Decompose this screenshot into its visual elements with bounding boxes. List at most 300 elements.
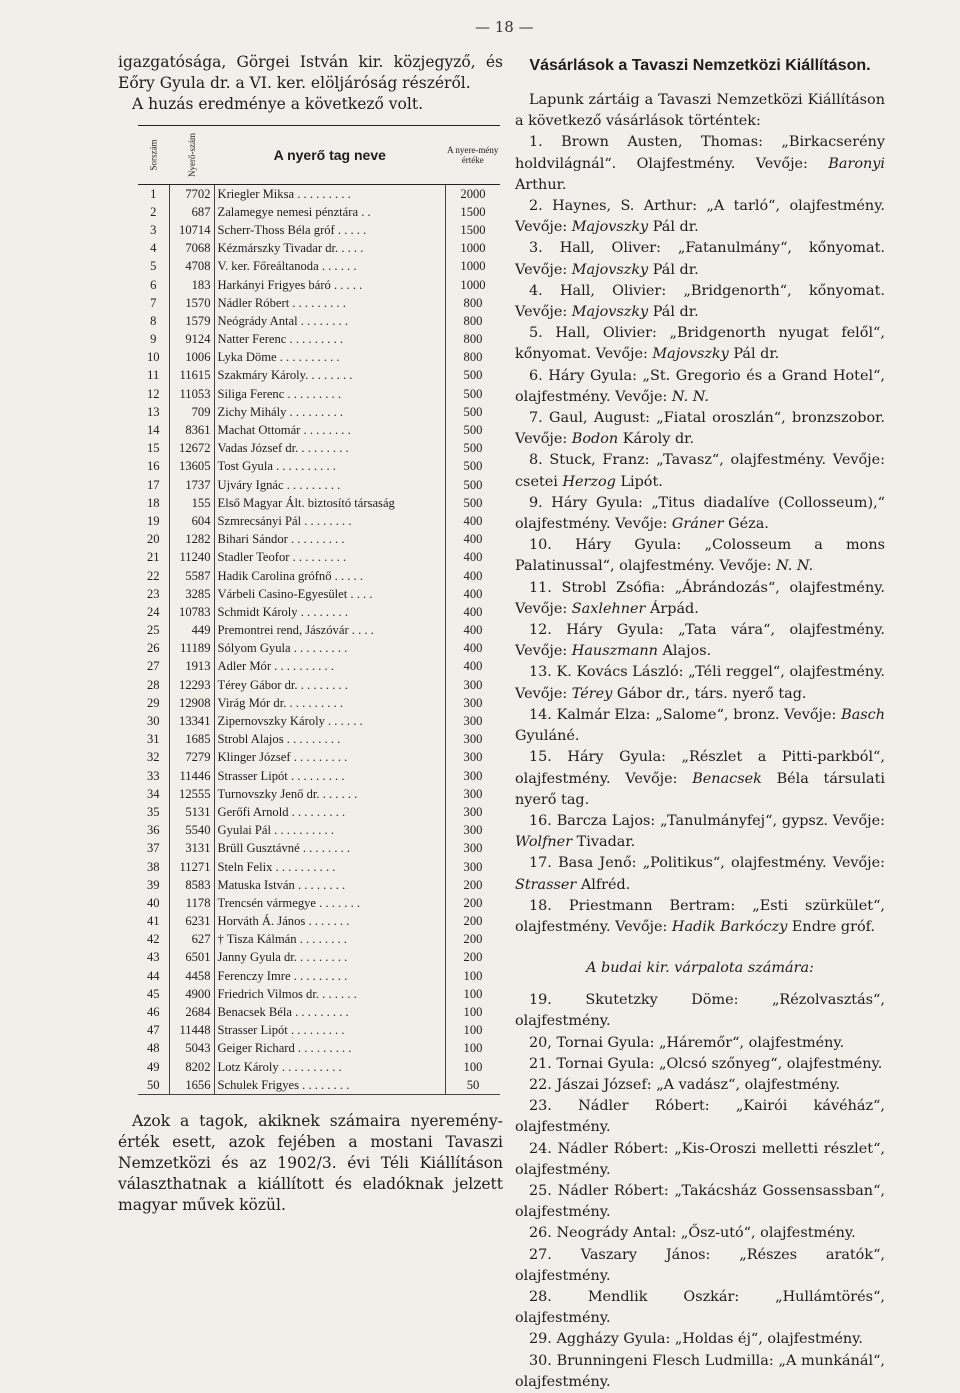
row-prize-value: 500 [463,459,483,474]
row-winning-number: 12908 [169,694,214,712]
row-prize-value: 500 [463,386,483,401]
row-prize-value: 300 [463,768,483,783]
purchase-item [515,408,885,450]
palace-item: 22. Jászai József: „A vadász“, olajfestmény. [529,1076,841,1093]
row-serial: 27 [138,658,169,676]
row-serial: 21 [138,549,169,567]
purchase-rest: Alfréd. [580,876,631,893]
row-winning-number: 11240 [169,549,214,567]
purchase-rest: Árpád. [649,600,699,617]
table-row [138,858,500,876]
row-prize-value: 400 [463,513,483,528]
row-prize-value: 1000 [460,241,486,256]
row-serial: 48 [138,1040,169,1058]
row-serial: 2 [138,203,169,221]
purchase-text: 14. Kalmár Elza: „Salome“, bronz. Vevője: [529,706,837,723]
row-winning-number: 1282 [169,531,214,549]
right-column [515,55,885,1393]
table-row [138,840,500,858]
table-row [138,440,500,458]
purchase-rest: Arthur. [515,176,567,193]
row-prize-value: 400 [463,586,483,601]
row-winner-name: Vadas József dr. . . . . . . . . [214,440,446,458]
row-winner-name: Nádler Róbert . . . . . . . . . [214,294,446,312]
row-winning-number: 5587 [169,567,214,585]
row-winning-number: 11053 [169,385,214,403]
table-row [138,676,500,694]
table-row [138,785,500,803]
table-row [138,349,500,367]
row-winner-name: V. ker. Főreáltanoda . . . . . . [214,258,446,276]
closing-paragraph: Azok a tagok, akiknek számaira nyeremény-érték esett, azok fejében a mostani Tavaszi Nemzetközi és az 1902/3. évi Téli Kiállításon választhatnak a kiállított és eladóknak jelzett magyar művek közül. [118,1112,503,1215]
row-winning-number: 1913 [169,658,214,676]
palace-item: 30. Brunningeni Flesch Ludmilla: „A munkánál“, olajfestmény. [515,1352,885,1390]
row-winning-number: 13605 [169,458,214,476]
purchase-text: 9. Háry Gyula: „Titus diadalíve (Collosseum),“ olajfestmény. Vevője: [515,494,885,533]
row-winner-name: Benacsek Béla . . . . . . . . . [214,1003,446,1021]
row-prize-value: 200 [463,895,483,910]
intro-paragraph: igazgatósága, Görgei István kir. közjegyző, és Eőry Gyula dr. a VI. ker. elöljáróság részéről. [118,53,503,92]
table-row [138,894,500,912]
row-winner-name: Kézmárszky Tivadar dr. . . . . [214,240,446,258]
row-winner-name: Siliga Ferenc . . . . . . . . . [214,385,446,403]
row-prize-value: 100 [463,1059,483,1074]
row-winner-name: Neógrády Antal . . . . . . . . [214,312,446,330]
row-winning-number: 6231 [169,913,214,931]
table-row [138,1003,500,1021]
purchase-text: 2. Haynes, S. Arthur: „A tarló“, olajfestmény. Vevője: [515,198,885,236]
buyer-name: Majovszky [571,219,649,236]
row-serial: 13 [138,403,169,421]
row-prize-value: 300 [463,859,483,874]
row-winner-name: Trencsén vármegye . . . . . . . [214,894,446,912]
row-winner-name: Adler Mór . . . . . . . . . . [214,658,446,676]
row-serial: 6 [138,276,169,294]
purchase-rest: Gyuláné. [515,728,580,745]
row-winning-number: 8583 [169,876,214,894]
row-winning-number: 11448 [169,1022,214,1040]
buyer-name: Gráner [671,516,724,533]
row-serial: 5 [138,258,169,276]
row-winner-name: Turnovszky Jenő dr. . . . . . . [214,785,446,803]
row-prize-value: 800 [463,295,483,310]
row-prize-value: 100 [463,968,483,983]
table-row [138,258,500,276]
row-winning-number: 7068 [169,240,214,258]
palace-item: 23. Nádler Róbert: „Kairói kávéház“, olajfestmény. [515,1098,885,1136]
table-row [138,1076,500,1095]
table-row [138,1058,500,1076]
table-row [138,985,500,1003]
row-prize-value: 300 [463,786,483,801]
row-winner-name: Premontrei rend, Jászóvár . . . . [214,622,446,640]
buyer-name: Strasser [515,876,577,893]
row-prize-value: 200 [463,932,483,947]
buyer-name: Basch [841,706,885,723]
row-serial: 14 [138,421,169,439]
row-winner-name: Strasser Lipót . . . . . . . . . [214,1022,446,1040]
table-row [138,1040,500,1058]
table-row [138,1022,500,1040]
row-winning-number: 5540 [169,822,214,840]
purchase-rest: Pál dr. [733,346,780,363]
row-winning-number: 12293 [169,676,214,694]
row-winner-name: Steln Felix . . . . . . . . . . [214,858,446,876]
buyer-name: Térey [571,685,613,702]
row-prize-value: 400 [463,604,483,619]
row-winning-number: 1178 [169,894,214,912]
row-serial: 7 [138,294,169,312]
row-prize-value: 500 [463,368,483,383]
row-winning-number: 5043 [169,1040,214,1058]
row-prize-value: 300 [463,804,483,819]
row-prize-value: 800 [463,350,483,365]
row-winning-number: 11446 [169,767,214,785]
table-row [138,876,500,894]
row-winner-name: Szakmáry Károly. . . . . . . . [214,367,446,385]
row-serial: 26 [138,640,169,658]
row-serial: 42 [138,931,169,949]
row-winning-number: 1006 [169,349,214,367]
palace-item: 19. Skutetzky Döme: „Rézolvasztás“, olajfestmény. [515,992,885,1030]
row-winning-number: 4900 [169,985,214,1003]
row-prize-value: 200 [463,877,483,892]
row-serial: 18 [138,494,169,512]
row-winning-number: 12672 [169,440,214,458]
purchase-item [515,196,885,238]
row-winner-name: Térey Gábor dr. . . . . . . . . [214,676,446,694]
buyer-name: Hadik Barkóczy [671,918,788,935]
table-row [138,567,500,585]
row-prize-value: 300 [463,695,483,710]
purchase-rest: Pál dr. [652,219,699,236]
table-row [138,585,500,603]
table-row [138,803,500,821]
palace-item: 26. Neogrády Antal: „Ősz-utó“, olajfestmény. [529,1225,856,1242]
row-winner-name: Klinger József . . . . . . . . . [214,749,446,767]
row-serial: 16 [138,458,169,476]
row-serial: 50 [138,1076,169,1095]
purchase-rest: Géza. [728,516,769,533]
row-prize-value: 500 [463,495,483,510]
row-prize-value: 300 [463,841,483,856]
row-serial: 19 [138,512,169,530]
table-row [138,731,500,749]
buyer-name: Baronyi [828,155,885,172]
row-winner-name: Zalamegye nemesi pénztára . . [214,203,446,221]
row-serial: 36 [138,822,169,840]
table-header-row [138,126,500,185]
table-row [138,622,500,640]
row-serial: 37 [138,840,169,858]
row-serial: 43 [138,949,169,967]
row-serial: 20 [138,531,169,549]
purchase-item [515,705,885,747]
row-serial: 10 [138,349,169,367]
row-winner-name: Gerőfi Arnold . . . . . . . . . [214,803,446,821]
table-row [138,476,500,494]
table-row [138,822,500,840]
row-winner-name: Ferenczy Imre . . . . . . . . . [214,967,446,985]
table-row [138,767,500,785]
purchase-rest: Pál dr. [652,304,699,321]
row-serial: 23 [138,585,169,603]
purchase-text: 1. Brown Austen, Thomas: „Birkacserény holdvilágnál“. Olajfestmény. Vevője: [515,134,885,172]
row-prize-value: 300 [463,823,483,838]
row-serial: 8 [138,312,169,330]
row-prize-value: 400 [463,623,483,638]
row-winner-name: Szmrecsányi Pál . . . . . . . . [214,512,446,530]
row-prize-value: 400 [463,550,483,565]
purchase-rest: Endre gróf. [791,918,876,935]
row-serial: 11 [138,367,169,385]
header-winning-number: Nyerő-szám [169,126,214,185]
row-winner-name: Strasser Lipót . . . . . . . . . [214,767,446,785]
row-winner-name: Schulek Frigyes . . . . . . . . [214,1076,446,1095]
table-row [138,240,500,258]
purchase-text: 6. Háry Gyula: „St. Gregorio és a Grand Hotel“, olajfestmény. Vevője: [515,367,885,405]
buyer-name: Majovszky [571,261,649,278]
row-prize-value: 1500 [460,204,486,219]
row-winner-name: Strobl Alajos . . . . . . . . . [214,731,446,749]
table-row [138,276,500,294]
buyer-name: Bodon [571,431,619,448]
row-winner-name: Natter Ferenc . . . . . . . . . [214,331,446,349]
row-serial: 46 [138,1003,169,1021]
row-prize-value: 500 [463,477,483,492]
purchase-item [515,535,885,577]
table-row [138,549,500,567]
row-serial: 38 [138,858,169,876]
row-prize-value: 800 [463,332,483,347]
row-winning-number: 183 [169,276,214,294]
row-winning-number: 4708 [169,258,214,276]
purchase-text: 3. Hall, Oliver: „Fatanulmány“, kőnyomat. Vevője: [515,240,885,278]
section-title: Vásárlások a Tavaszi Nemzetközi Kiállításon. [529,57,871,74]
row-prize-value: 300 [463,750,483,765]
row-winner-name: Machat Ottomár . . . . . . . . [214,421,446,439]
row-winning-number: 2684 [169,1003,214,1021]
purchase-text: 11. Strobl Zsófia: „Ábrándozás“, olajfestmény. Vevője: [515,579,885,617]
buyer-name: N. N. [776,558,814,575]
row-prize-value: 1000 [460,277,486,292]
purchase-rest: Gábor dr., társ. nyerő tag. [616,685,807,702]
row-serial: 4 [138,240,169,258]
table-row [138,331,500,349]
purchase-text: 4. Hall, Olivier: „Bridgenorth“, kőnyomat. Vevője: [515,282,885,321]
palace-item: 20, Tornai Gyula: „Háremőr“, olajfestmény. [529,1034,845,1051]
palace-item: 24. Nádler Róbert: „Kis-Oroszi melletti részlet“, olajfestmény. [515,1140,885,1178]
palace-list [515,990,885,1393]
row-prize-value: 1000 [460,259,486,274]
table-row [138,603,500,621]
row-serial: 17 [138,476,169,494]
row-winning-number: 12555 [169,785,214,803]
purchase-item [515,811,885,853]
row-winning-number: 1570 [169,294,214,312]
purchase-item [515,853,885,895]
row-prize-value: 500 [463,423,483,438]
buyer-name: N. N. [671,388,709,405]
row-winner-name: Harkányi Frigyes báró . . . . . [214,276,446,294]
row-serial: 15 [138,440,169,458]
purchase-rest: Tivadar. [576,834,636,851]
purchase-item [515,896,885,938]
table-row [138,312,500,330]
table-row [138,421,500,439]
table-row [138,385,500,403]
row-winning-number: 13341 [169,712,214,730]
purchase-item [515,132,885,196]
purchase-item [515,493,885,535]
table-body [138,185,500,1095]
row-winner-name: Horváth Á. János . . . . . . . [214,913,446,931]
row-prize-value: 200 [463,950,483,965]
header-prize-value: A nyere-mény értéke [446,126,501,185]
buyer-name: Majovszky [652,346,729,363]
row-winning-number: 8202 [169,1058,214,1076]
row-winner-name: Brüll Gusztávné . . . . . . . . [214,840,446,858]
row-winning-number: 11189 [169,640,214,658]
row-prize-value: 500 [463,404,483,419]
header-winner-name: A nyerő tag neve [214,126,446,185]
row-serial: 29 [138,694,169,712]
row-winner-name: Janny Gyula dr. . . . . . . . . [214,949,446,967]
row-winning-number: 687 [169,203,214,221]
purchase-text: 15. Háry Gyula: „Részlet a Pitti-parkból“, olajfestmény. Vevője: [515,749,885,787]
row-winner-name: Friedrich Vilmos dr. . . . . . . [214,985,446,1003]
row-prize-value: 50 [446,1076,501,1095]
table-row [138,367,500,385]
row-serial: 34 [138,785,169,803]
row-serial: 32 [138,749,169,767]
row-prize-value: 300 [463,714,483,729]
row-winning-number: 604 [169,512,214,530]
row-winning-number: 10714 [169,221,214,239]
row-serial: 30 [138,712,169,730]
table-row [138,531,500,549]
row-serial: 24 [138,603,169,621]
purchase-text: 7. Gaul, August: „Fiatal oroszlán“, bronzszobor. Vevője: [515,410,885,448]
purchase-rest: Alajos. [662,643,712,660]
palace-item: 21. Tornai Gyula: „Olcsó szőnyeg“, olajfestmény. [529,1055,883,1072]
row-winner-name: Ujváry Ignác . . . . . . . . . [214,476,446,494]
table-row [138,494,500,512]
purchase-item [515,662,885,704]
row-serial: 39 [138,876,169,894]
palace-item: 28. Mendlik Oszkár: „Hullámtörés“, olajfestmény. [515,1288,885,1327]
palace-item: 27. Vaszary János: „Részes aratók“, olajfestmény. [515,1246,885,1284]
row-winning-number: 4458 [169,967,214,985]
purchase-rest: Béla társulati nyerő tag. [515,770,886,808]
row-prize-value: 400 [463,641,483,656]
row-winner-name: Kriegler Miksa . . . . . . . . . [214,185,446,204]
purchase-item [515,238,885,280]
row-prize-value: 400 [463,568,483,583]
draw-result-line: A huzás eredménye a következő volt. [132,95,424,113]
row-prize-value: 200 [463,914,483,929]
row-prize-value: 400 [463,659,483,674]
purchase-text: 13. K. Kovács László: „Téli reggel“, olajfestmény. Vevője: [515,664,885,702]
row-serial: 35 [138,803,169,821]
table-row [138,403,500,421]
purchase-rest: Károly dr. [622,431,695,448]
row-serial: 47 [138,1022,169,1040]
purchase-text: 5. Hall, Olivier: „Bridgenorth nyugat felől“, kőnyomat. Vevője: [515,325,885,363]
palace-subheading: A budai kir. várpalota számára: [586,960,814,977]
left-column [118,52,503,1216]
purchases-intro: Lapunk zártáig a Tavaszi Nemzetközi Kiállításon a következő vásárlások történtek: [515,92,885,130]
purchase-item [515,578,885,620]
row-serial: 12 [138,385,169,403]
row-winner-name: Gyulai Pál . . . . . . . . . . [214,822,446,840]
row-winner-name: Virág Mór dr. . . . . . . . . . [214,694,446,712]
purchase-rest: Lipót. [620,473,663,490]
purchase-item [515,281,885,323]
row-serial: 40 [138,894,169,912]
buyer-name: Benacsek [692,770,762,787]
row-serial: 28 [138,676,169,694]
row-winning-number: 5131 [169,803,214,821]
table-row [138,712,500,730]
row-winning-number: 3131 [169,840,214,858]
table-row [138,203,500,221]
row-winning-number: 10783 [169,603,214,621]
row-winner-name: Matuska István . . . . . . . . [214,876,446,894]
row-winner-name: Lyka Döme . . . . . . . . . . [214,349,446,367]
table-row [138,913,500,931]
palace-item: 29. Aggházy Gyula: „Holdas éj“, olajfestmény. [529,1331,863,1348]
table-row [138,949,500,967]
buyer-name: Wolfner [515,834,573,851]
row-winning-number: 8361 [169,421,214,439]
purchase-item [515,620,885,662]
palace-item: 25. Nádler Róbert: „Takácsház Gossensassban“, olajfestmény. [515,1182,885,1221]
table-row [138,658,500,676]
row-prize-value: 400 [463,532,483,547]
row-prize-value: 1500 [460,222,486,237]
purchase-item [515,747,885,811]
row-winning-number: 449 [169,622,214,640]
row-prize-value: 500 [463,441,483,456]
row-prize-value: 2000 [460,186,486,201]
row-winner-name: Sólyom Gyula . . . . . . . . . [214,640,446,658]
row-serial: 3 [138,221,169,239]
purchase-text: 16. Barcza Lajos: „Tanulmányfej“, gypsz. Vevője: [529,812,885,829]
table-row [138,967,500,985]
row-prize-value: 100 [463,1023,483,1038]
purchase-rest: Pál dr. [652,261,699,278]
row-serial: 31 [138,731,169,749]
buyer-name: Majovszky [571,304,649,321]
header-serial: Sorszám [138,126,169,185]
row-winning-number: 6501 [169,949,214,967]
row-winning-number: 7279 [169,749,214,767]
row-winner-name: Tost Gyula . . . . . . . . . . [214,458,446,476]
row-winning-number: 9124 [169,331,214,349]
purchase-item [515,450,885,492]
purchase-text: 12. Háry Gyula: „Tata vára“, olajfestmény. Vevője: [515,622,885,660]
row-winning-number: 627 [169,931,214,949]
row-winning-number: 1656 [169,1076,214,1095]
row-winner-name: Schmidt Károly . . . . . . . . [214,603,446,621]
row-winner-name: Scherr-Thoss Béla gróf . . . . . [214,221,446,239]
row-winning-number: 3285 [169,585,214,603]
table-row [138,185,500,204]
row-prize-value: 800 [463,313,483,328]
row-winner-name: Geiger Richard . . . . . . . . . [214,1040,446,1058]
table-row [138,294,500,312]
